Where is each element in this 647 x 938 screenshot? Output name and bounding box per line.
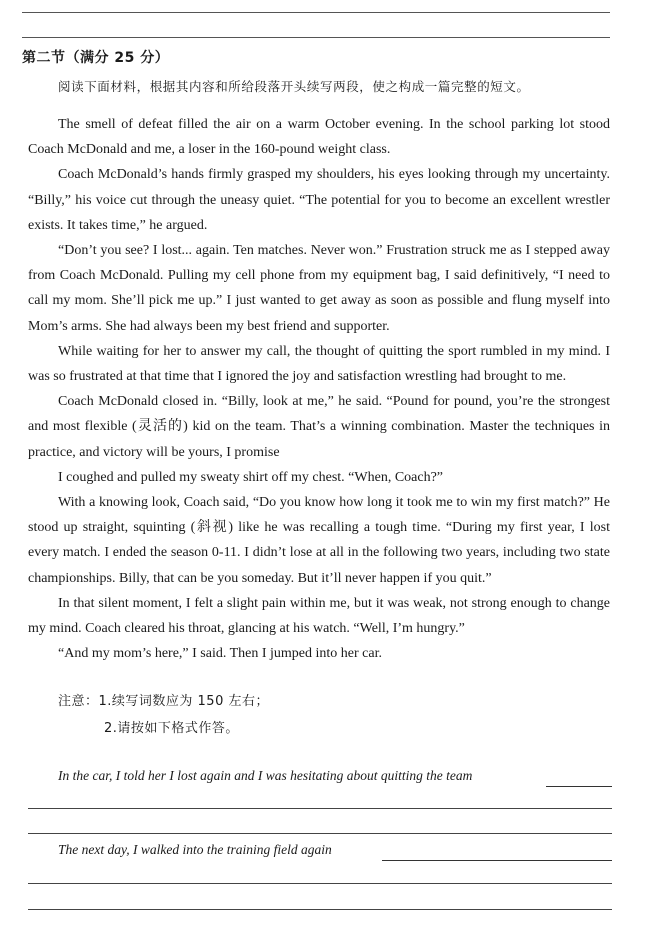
answer-line[interactable]: [28, 909, 612, 910]
answer-blank-1[interactable]: [546, 786, 612, 787]
passage-paragraph: I coughed and pulled my sweaty shirt off my chest. “When, Coach?”: [58, 469, 444, 485]
writing-notes: [58, 690, 269, 736]
note-format: 2.请按如下格式作答。: [104, 721, 239, 736]
continuation-prompt-2: The next day, I walked into the training field again: [58, 842, 332, 857]
continuation-prompt-1: In the car, I told her I lost again and I was hesitating about quitting the team: [58, 768, 473, 783]
passage-paragraph: With a knowing look, Coach said, “Do you know how long it took me to win my first match?” He stood up straight, squinting (斜视) like he was recalling a tough time. “During my first year, I lost every match. I ended the season 0-11. I didn’t lose at all in the following two years, including two state championships. Billy, that can be you someday. But it’ll never happen if you quit.”: [28, 495, 610, 586]
instruction-text: 阅读下面材料，根据其内容和所给段落开头续写两段，使之构成一篇完整的短文。: [58, 79, 530, 94]
top-rule: [22, 12, 610, 13]
passage-paragraph: Coach McDonald’s hands firmly grasped my shoulders, his eyes looking through my uncertainty. “Billy,” his voice cut through the uneasy quiet. “The potential for you to become an excellent wrestler exists. It takes time,” he argued.: [28, 167, 610, 233]
section-title: 第二节（满分 25 分）: [22, 50, 170, 66]
passage-paragraph: The smell of defeat filled the air on a warm October evening. In the school parking lot stood Coach McDonald and me, a loser in the 160-pound weight class.: [28, 117, 610, 158]
passage-paragraph: “Don’t you see? I lost... again. Ten matches. Never won.” Frustration struck me as I stepped away from Coach McDonald. Pulling my cell phone from my equipment bag, I said definitively, “I need to call my mom. She’ll pick me up.” I just wanted to get away as soon as possible and flung myself into Mom’s arms. She had always been my best friend and supporter.: [28, 243, 610, 334]
answer-line[interactable]: [28, 883, 612, 884]
note-word-count: 注意：1.续写词数应为 150 左右；: [58, 694, 269, 709]
reading-passage: [28, 112, 610, 666]
passage-paragraph: “And my mom’s here,” I said. Then I jumped into her car.: [58, 646, 382, 662]
answer-line[interactable]: [28, 808, 612, 809]
answer-line[interactable]: [28, 833, 612, 834]
passage-paragraph: In that silent moment, I felt a slight pain within me, but it was weak, not strong enough to change my mind. Coach cleared his throat, glancing at his watch. “Well, I’m hungry.”: [28, 595, 610, 637]
answer-blank-2[interactable]: [382, 860, 612, 861]
passage-paragraph: While waiting for her to answer my call, the thought of quitting the sport rumbled in my mind. I was so frustrated at that time that I ignored the joy and satisfaction wrestling had brought to me.: [28, 343, 610, 385]
top-rule-second: [22, 37, 610, 38]
passage-paragraph: Coach McDonald closed in. “Billy, look at me,” he said. “Pound for pound, you’re the strongest and most flexible (灵活的) kid on the team. That’s a winning combination. Master the techniques in practice, and victory will be yours, I promise: [28, 394, 610, 460]
